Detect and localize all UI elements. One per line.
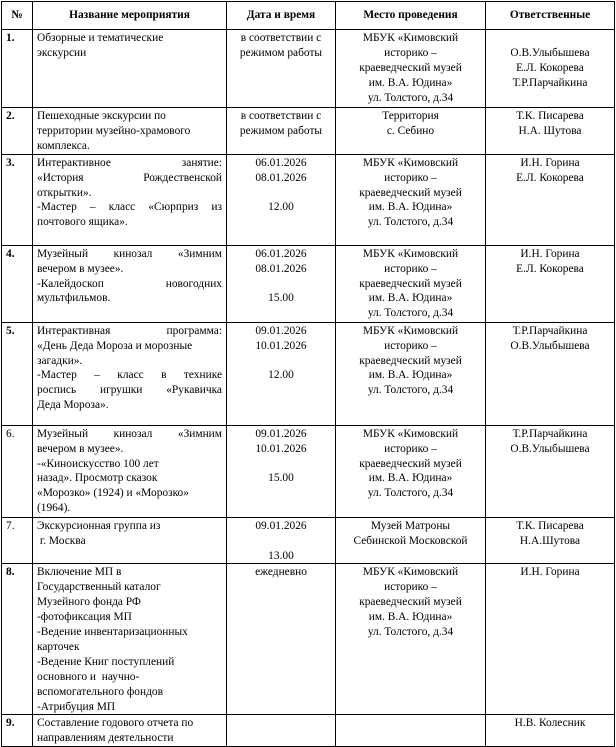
event-line: территории музейно-храмового (37, 124, 191, 137)
date-line: 06.01.2026 (255, 156, 307, 169)
event-line: -Калейдоскоп новогодних (37, 277, 222, 290)
event-responsible (486, 425, 615, 517)
responsible-line: Е.Л. Кокорева (516, 61, 584, 74)
place-line: краеведческий музей (359, 354, 462, 367)
event-line: назад». Просмотр сказок (37, 472, 158, 485)
event-line: вечером в музее». (37, 442, 124, 455)
responsible-line: И.Н. Горина (520, 156, 580, 169)
event-responsible (486, 245, 615, 322)
row-number: 8. (2, 564, 33, 715)
place-line: МБУК «Кимовский (362, 247, 459, 260)
header-num: № (2, 2, 33, 30)
place-line: с. Себино (386, 124, 435, 137)
date-line: 09.01.2026 (255, 427, 307, 440)
date-line: 10.01.2026 (255, 442, 307, 455)
date-line: 08.01.2026 (255, 171, 307, 184)
table-row (2, 425, 615, 517)
table-row (2, 154, 615, 245)
date-line: 09.01.2026 (255, 519, 307, 532)
place-line: Музей Матроны (370, 519, 451, 532)
date-line: в соответствии с (240, 32, 322, 44)
event-line: карточек (37, 640, 80, 653)
event-name (33, 564, 227, 715)
row-number: 3. (2, 154, 33, 245)
event-line: -Атрибуция МП (37, 700, 116, 713)
event-place (336, 564, 486, 715)
event-place (336, 517, 486, 564)
responsible-line: Е.Л. Кокорева (516, 171, 584, 184)
event-responsible (486, 30, 615, 108)
event-responsible (486, 715, 615, 747)
event-date (227, 30, 336, 108)
event-date (227, 517, 336, 564)
responsible-line: О.В.Улыбышева (510, 46, 590, 59)
responsible-line: Н.А. Шутова (518, 124, 582, 137)
event-name (33, 517, 227, 564)
event-name (33, 108, 227, 155)
time-line: 15.00 (268, 292, 294, 305)
event-place (336, 322, 486, 425)
event-line: -Ведение Книг поступлений (37, 655, 175, 668)
place-line: историко – (384, 262, 437, 275)
event-line: комплекса. (37, 139, 90, 152)
time-line: 13.00 (268, 549, 294, 562)
event-place (336, 108, 486, 155)
place-line: ул. Толстого, д.34 (367, 216, 454, 229)
header-place: Место проведения (336, 2, 486, 30)
event-line: Составление годового отчета по (37, 717, 194, 730)
responsible-line: Т.Р.Парчайкина (512, 427, 588, 440)
event-date (227, 322, 336, 425)
event-line: Интерактивная программа: (37, 324, 222, 337)
event-line: Включение МП в (37, 566, 122, 579)
row-number: 7. (2, 517, 33, 564)
event-place (336, 425, 486, 517)
event-responsible (486, 564, 615, 715)
table-row (2, 715, 615, 747)
event-line: -Мастер – класс в технике (37, 369, 222, 382)
event-responsible (486, 322, 615, 425)
event-line: «День Деда Мороза и морозные (37, 339, 193, 352)
place-line: ул. Толстого, д.34 (367, 384, 454, 397)
event-line: Экскурсионная группа из (37, 519, 161, 532)
place-line: им. В.А. Юдина» (368, 611, 453, 624)
event-date (227, 245, 336, 322)
event-line: (1964). (37, 502, 71, 515)
event-name (33, 425, 227, 517)
event-line: -фотофиксация МП (37, 611, 132, 624)
responsible-line: И.Н. Горина (520, 247, 580, 260)
event-line: Деда Мороза». (37, 399, 109, 412)
header-responsible: Ответственные (486, 2, 615, 30)
place-line: краеведческий музей (359, 277, 462, 290)
place-line: им. В.А. Юдина» (368, 369, 453, 382)
place-line: им. В.А. Юдина» (368, 76, 453, 89)
responsible-line: И.Н. Горина (520, 566, 580, 579)
date-line: ежедневно (255, 566, 307, 579)
time-line: 12.00 (268, 369, 294, 382)
table-row (2, 30, 615, 108)
event-line: вечером в музее». (37, 262, 124, 275)
table-row (2, 564, 615, 715)
table-row (2, 108, 615, 155)
event-responsible (486, 154, 615, 245)
event-line: роспись игрушки «Рукавичка (37, 384, 222, 397)
date-line: в соответствии с (240, 110, 322, 122)
place-line: историко – (384, 581, 437, 594)
table-row (2, 245, 615, 322)
event-line: Государственный каталог (37, 581, 161, 594)
event-line: вспомогательного фондов (37, 685, 163, 698)
event-line: почтового ящика». (37, 216, 128, 229)
event-line: Обзорные и тематические (37, 32, 164, 44)
event-name (33, 154, 227, 245)
event-responsible (486, 108, 615, 155)
event-date (227, 425, 336, 517)
event-line: «Морозко» (1924) и «Морозко» (37, 487, 189, 500)
place-line: краеведческий музей (359, 186, 462, 199)
event-line: Интерактивное занятие: (37, 156, 222, 169)
place-line: краеведческий музей (359, 596, 462, 609)
place-line: историко – (384, 171, 437, 184)
time-line: 12.00 (268, 201, 294, 214)
place-line: им. В.А. Юдина» (368, 201, 453, 214)
event-line: -Мастер – класс «Сюрприз из (37, 201, 222, 214)
event-date (227, 108, 336, 155)
place-line: ул. Толстого, д.34 (367, 307, 454, 320)
place-line: Территория (382, 110, 439, 122)
table-header-row (2, 2, 615, 30)
place-line: ул. Толстого, д.34 (367, 626, 454, 639)
event-place (336, 30, 486, 108)
responsible-line: О.В.Улыбышева (510, 442, 590, 455)
date-line: режимом работы (239, 124, 323, 137)
responsible-line: Е.Л. Кокорева (516, 262, 584, 275)
place-line: МБУК «Кимовский (362, 156, 459, 169)
table-row (2, 517, 615, 564)
event-line: направлениям деятельности (37, 732, 174, 745)
date-line: 08.01.2026 (255, 262, 307, 275)
responsible-line: Н.А.Шутова (519, 534, 581, 547)
row-number: 5. (2, 322, 33, 425)
event-date (227, 154, 336, 245)
place-line: МБУК «Кимовский (362, 566, 459, 579)
place-line: краеведческий музей (359, 61, 462, 74)
table-row (2, 322, 615, 425)
place-line: Себинской Московской (353, 534, 468, 547)
event-line: г. Москва (37, 534, 86, 547)
event-line: загадки». (37, 354, 83, 367)
place-line: МБУК «Кимовский (362, 427, 459, 440)
responsible-line: О.В.Улыбышева (510, 339, 590, 352)
event-name (33, 30, 227, 108)
event-name (33, 245, 227, 322)
event-place (336, 245, 486, 322)
event-name (33, 715, 227, 747)
event-line: Музейный кинозал «Зимним (37, 427, 222, 440)
header-event: Название мероприятия (33, 2, 227, 30)
event-line: Пешеходные экскурсии по (37, 110, 166, 122)
date-line: 10.01.2026 (255, 339, 307, 352)
row-number: 6. (2, 425, 33, 517)
event-line: «История Рождественской (37, 171, 222, 184)
time-line: 15.00 (268, 472, 294, 485)
place-line: МБУК «Кимовский (362, 32, 459, 44)
event-line: мультфильмов. (37, 292, 111, 305)
date-line: 09.01.2026 (255, 324, 307, 337)
responsible-line: Т.К. Писарева (516, 519, 584, 532)
event-line: Музейный кинозал «Зимним (37, 247, 222, 260)
header-date: Дата и время (227, 2, 336, 30)
place-line: историко – (384, 46, 437, 59)
event-line: -Ведение инвентаризационных (37, 626, 188, 639)
event-line: -«Киноискусство 100 лет (37, 457, 159, 470)
responsible-line: Т.К. Писарева (516, 110, 584, 122)
event-date (227, 564, 336, 715)
date-line: режимом работы (239, 46, 323, 59)
row-number: 1. (2, 30, 33, 108)
responsible-line: Н.В. Колесник (514, 717, 586, 730)
place-line: ул. Толстого, д.34 (367, 91, 454, 104)
event-line: экскурсии (37, 46, 87, 59)
event-line: Музейного фонда РФ (37, 596, 141, 609)
responsible-line: Т.Р.Парчайкина (512, 76, 588, 89)
row-number: 4. (2, 245, 33, 322)
event-responsible (486, 517, 615, 564)
place-line: ул. Толстого, д.34 (367, 487, 454, 500)
event-place (336, 154, 486, 245)
row-number: 9. (2, 715, 33, 747)
event-place (336, 715, 486, 747)
place-line: краеведческий музей (359, 457, 462, 470)
row-number: 2. (2, 108, 33, 155)
event-date (227, 715, 336, 747)
event-line: открытки». (37, 186, 92, 199)
responsible-line: Т.Р.Парчайкина (512, 324, 588, 337)
place-line: историко – (384, 339, 437, 352)
place-line: им. В.А. Юдина» (368, 292, 453, 305)
date-line: 06.01.2026 (255, 247, 307, 260)
events-table (1, 1, 615, 747)
place-line: МБУК «Кимовский (362, 324, 459, 337)
place-line: историко – (384, 442, 437, 455)
event-name (33, 322, 227, 425)
place-line: им. В.А. Юдина» (368, 472, 453, 485)
event-line: основного и научно- (37, 670, 140, 683)
